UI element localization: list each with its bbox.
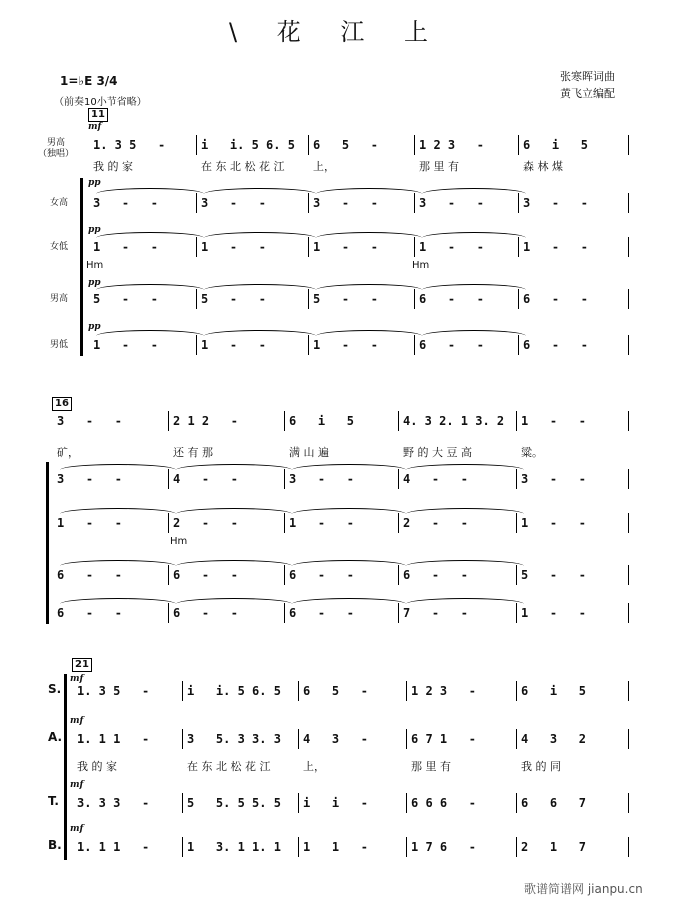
tie-arc [204, 284, 316, 290]
lyric-text: 我 的 家 [77, 760, 117, 773]
barline [628, 729, 629, 749]
tie-arc [406, 560, 524, 566]
measure-notes: 6 - - [57, 568, 123, 582]
measure-notes: 4 - - [173, 472, 239, 486]
barline [182, 729, 183, 749]
barline [628, 565, 629, 585]
voice-label: 女高 [50, 198, 69, 208]
barline [406, 729, 407, 749]
barline [298, 681, 299, 701]
measure-notes: 6 - - [419, 338, 485, 352]
tie-arc [204, 330, 316, 336]
measure-notes: 5 - - [93, 292, 159, 306]
tie-arc [316, 330, 422, 336]
barline [398, 565, 399, 585]
measure-notes: 1. 3 5 - [93, 138, 166, 152]
measure-notes: 3 - - [93, 196, 159, 210]
dynamic-mark: mf [70, 780, 84, 790]
measure-notes: 2 1 7 [521, 840, 587, 854]
dynamic-mark: pp [88, 178, 101, 188]
tie-arc [60, 508, 176, 514]
system-bracket [80, 178, 83, 356]
measure-notes: i i - [303, 796, 369, 810]
measure-notes: 2 - - [173, 516, 239, 530]
dynamic-mark: pp [88, 322, 101, 332]
barline [298, 729, 299, 749]
tie-arc [204, 232, 316, 238]
lyric-text: 我 的 家 [93, 160, 133, 173]
measure-notes: 6 i 5 [521, 684, 587, 698]
lyric-text: 上， [303, 760, 325, 773]
measure-notes: 4 - - [403, 472, 469, 486]
barline [518, 135, 519, 155]
tie-arc [406, 464, 524, 470]
lyric-text: 在 东 北 松 花 江 [187, 760, 271, 773]
measure-notes: 1 1 - [303, 840, 369, 854]
measure-notes: 5 5. 5 5. 5 [187, 796, 281, 810]
barline [398, 411, 399, 431]
barline [628, 469, 629, 489]
barline [308, 335, 309, 355]
barline [406, 681, 407, 701]
barline [168, 469, 169, 489]
measure-notes: 3 - - [521, 472, 587, 486]
barline [398, 513, 399, 533]
dynamic-mark: mf [70, 824, 84, 834]
barline [196, 193, 197, 213]
measure-notes: 4 3 2 [521, 732, 587, 746]
barline [182, 793, 183, 813]
system-bracket [46, 462, 49, 624]
measure-notes: 3. 3 3 - [77, 796, 150, 810]
barline [284, 513, 285, 533]
voice-label: A. [48, 730, 63, 744]
lyric-text: 上， [313, 160, 335, 173]
tie-arc [60, 464, 176, 470]
barline [284, 411, 285, 431]
credits [560, 68, 615, 102]
measure-notes: 5 - - [521, 568, 587, 582]
voice-label: 男低 [50, 340, 69, 350]
measure-notes: 3 - - [201, 196, 267, 210]
arranger-credit: 黄飞立编配 [560, 87, 615, 100]
barline [628, 837, 629, 857]
voice-label: 男高 （独唱） [38, 138, 75, 159]
voice-label: T. [48, 794, 59, 808]
lyric-text: 野 的 大 豆 高 [403, 446, 472, 459]
voice-label: B. [48, 838, 62, 852]
barline [406, 837, 407, 857]
voice-label: 女低 [50, 242, 69, 252]
lyric-text: 那 里 有 [419, 160, 459, 173]
barline [414, 335, 415, 355]
barline [298, 793, 299, 813]
barline [516, 729, 517, 749]
measure-notes: 6 - - [523, 292, 589, 306]
tie-arc [96, 284, 204, 290]
tie-arc [60, 560, 176, 566]
measure-notes: 1 - - [521, 516, 587, 530]
barline [516, 837, 517, 857]
measure-notes: i i. 5 6. 5 [201, 138, 295, 152]
measure-notes: 6 6 7 [521, 796, 587, 810]
page-title: \ 花 江 上 [229, 18, 444, 46]
measure-notes: 6 - - [173, 606, 239, 620]
hm-label: Hm [170, 536, 188, 547]
measure-notes: 1. 3 5 - [77, 684, 150, 698]
measure-notes: i i. 5 6. 5 [187, 684, 281, 698]
voice-label: S. [48, 682, 62, 696]
hm-label: Hm [86, 260, 104, 271]
tie-arc [176, 508, 292, 514]
barline [516, 411, 517, 431]
lyric-text: 在 东 北 松 花 江 [201, 160, 285, 173]
tie-arc [316, 188, 422, 194]
tie-arc [422, 188, 526, 194]
measure-notes: 3 - - [289, 472, 355, 486]
barline [196, 135, 197, 155]
barline [414, 135, 415, 155]
lyric-text: 那 里 有 [411, 760, 451, 773]
measure-notes: 6 - - [403, 568, 469, 582]
tie-arc [292, 508, 406, 514]
tie-arc [176, 598, 292, 604]
measure-notes: 1. 1 1 - [77, 732, 150, 746]
tie-arc [406, 508, 524, 514]
barline [628, 193, 629, 213]
barline [182, 681, 183, 701]
measure-notes: 6 - - [173, 568, 239, 582]
tie-arc [96, 330, 204, 336]
barline [628, 411, 629, 431]
barline [308, 135, 309, 155]
tie-arc [422, 284, 526, 290]
composer-credit: 张寒晖词曲 [560, 70, 615, 83]
measure-notes: 1 - - [521, 606, 587, 620]
barline [168, 603, 169, 623]
barline [628, 513, 629, 533]
barline [628, 135, 629, 155]
measure-notes: 1 - - [289, 516, 355, 530]
measure-notes: 6 6 6 - [411, 796, 477, 810]
voice-label: 男高 [50, 294, 69, 304]
measure-notes: 2 - - [403, 516, 469, 530]
barline [196, 335, 197, 355]
measure-notes: 1 3. 1 1. 1 [187, 840, 281, 854]
measure-notes: 1 2 3 - [411, 684, 477, 698]
measure-notes: 6 - - [289, 568, 355, 582]
lyric-text: 矿， [57, 446, 79, 459]
measure-notes: 1 - - [93, 240, 159, 254]
watermark-footer: 歌谱简谱网 jianpu.cn [524, 882, 643, 896]
measure-notes: 1 - - [419, 240, 485, 254]
prelude-note: （前奏10小节省略） [54, 97, 147, 108]
measure-notes: 3 - - [57, 472, 123, 486]
measure-notes: 4 3 - [303, 732, 369, 746]
barline [308, 193, 309, 213]
measure-notes: 1 - - [521, 414, 587, 428]
measure-notes: 3 - - [419, 196, 485, 210]
key-signature: 1=♭E 3/4 [60, 74, 118, 88]
measure-notes: 1 - - [523, 240, 589, 254]
measure-notes: 1 7 6 - [411, 840, 477, 854]
tie-arc [422, 330, 526, 336]
tie-arc [96, 188, 204, 194]
barline [182, 837, 183, 857]
measure-notes: 2 1 2 - [173, 414, 239, 428]
barline [298, 837, 299, 857]
measure-number: 16 [52, 397, 72, 411]
lyric-text: 粱。 [521, 446, 543, 459]
barline [516, 603, 517, 623]
measure-notes: 1 2 3 - [419, 138, 485, 152]
barline [628, 793, 629, 813]
barline [628, 237, 629, 257]
dynamic-mark: pp [88, 225, 101, 235]
measure-notes: 1. 1 1 - [77, 840, 150, 854]
barline [406, 793, 407, 813]
measure-notes: 1 - - [57, 516, 123, 530]
barline [518, 289, 519, 309]
measure-notes: 6 - - [419, 292, 485, 306]
barline [284, 565, 285, 585]
barline [516, 469, 517, 489]
measure-notes: 6 7 1 - [411, 732, 477, 746]
measure-notes: 1 - - [201, 240, 267, 254]
barline [628, 289, 629, 309]
barline [518, 237, 519, 257]
barline [196, 237, 197, 257]
tie-arc [96, 232, 204, 238]
lyric-text: 我 的 同 [521, 760, 561, 773]
measure-notes: 3 - - [57, 414, 123, 428]
dynamic-mark: pp [88, 278, 101, 288]
barline [284, 469, 285, 489]
barline [414, 289, 415, 309]
tie-arc [176, 464, 292, 470]
tie-arc [292, 464, 406, 470]
measure-notes: 6 - - [289, 606, 355, 620]
system-bracket [64, 674, 67, 860]
lyric-text: 满 山 遍 [289, 446, 329, 459]
measure-notes: 6 i 5 [289, 414, 355, 428]
measure-notes: 5 - - [313, 292, 379, 306]
measure-notes: 6 i 5 [523, 138, 589, 152]
barline [628, 681, 629, 701]
barline [516, 681, 517, 701]
measure-notes: 1 - - [313, 338, 379, 352]
measure-notes: 3 - - [313, 196, 379, 210]
barline [168, 565, 169, 585]
measure-notes: 7 - - [403, 606, 469, 620]
tie-arc [292, 598, 406, 604]
barline [628, 335, 629, 355]
barline [168, 513, 169, 533]
lyric-text: 还 有 那 [173, 446, 213, 459]
barline [516, 513, 517, 533]
barline [196, 289, 197, 309]
measure-notes: 3 - - [523, 196, 589, 210]
barline [414, 237, 415, 257]
measure-notes: 4. 3 2. 1 3. 2 [403, 414, 505, 428]
tie-arc [204, 188, 316, 194]
barline [398, 469, 399, 489]
barline [518, 335, 519, 355]
dynamic-mark: mf [70, 674, 84, 684]
measure-notes: 3 5. 3 3. 3 [187, 732, 281, 746]
measure-notes: 1 - - [93, 338, 159, 352]
measure-notes: 1 - - [313, 240, 379, 254]
barline [518, 193, 519, 213]
barline [414, 193, 415, 213]
measure-notes: 5 - - [201, 292, 267, 306]
measure-notes: 6 - - [523, 338, 589, 352]
barline [628, 603, 629, 623]
measure-number: 11 [88, 108, 108, 122]
tie-arc [406, 598, 524, 604]
measure-number: 21 [72, 658, 92, 672]
measure-notes: 6 5 - [313, 138, 379, 152]
tie-arc [316, 232, 422, 238]
barline [284, 603, 285, 623]
lyric-text: 森 林 煤 [523, 160, 563, 173]
tie-arc [60, 598, 176, 604]
measure-notes: 1 - - [201, 338, 267, 352]
dynamic-mark: mf [88, 122, 102, 132]
measure-notes: 6 5 - [303, 684, 369, 698]
barline [168, 411, 169, 431]
tie-arc [422, 232, 526, 238]
dynamic-mark: mf [70, 716, 84, 726]
barline [516, 565, 517, 585]
tie-arc [316, 284, 422, 290]
hm-label: Hm [412, 260, 430, 271]
tie-arc [176, 560, 292, 566]
measure-notes: 6 - - [57, 606, 123, 620]
tie-arc [292, 560, 406, 566]
barline [308, 289, 309, 309]
barline [398, 603, 399, 623]
barline [516, 793, 517, 813]
barline [308, 237, 309, 257]
